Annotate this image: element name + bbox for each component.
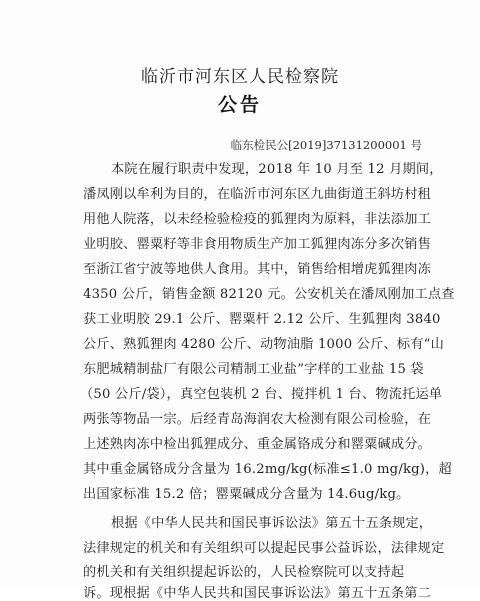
body-line: 4350 公斤，销售金额 82120 元。公安机关在潘凤刚加工点查: [83, 287, 455, 302]
body-line: 公斤、熟狐狸肉 4280 公斤、动物油脂 1000 公斤、标有“山: [83, 337, 444, 352]
document-number: 临东检民公[2019]37131200001 号: [230, 138, 422, 152]
body-line: 用他人院落，以未经检验检疫的狐狸肉为原料，非法添加工: [83, 212, 432, 227]
body-line: 诉。现根据《中华人民共和国民事诉讼法》第五十五条第二: [83, 586, 432, 601]
body-line: 上述熟肉冻中检出狐狸成分、重金属铬成分和罂粟碱成分。: [83, 437, 432, 452]
body-line: 的机关和有关组织提起诉讼的，人民检察院可以支持起: [83, 565, 405, 580]
body-line: 东肥城精制盐厂有限公司精制工业盐”字样的工业盐 15 袋: [83, 362, 424, 377]
body-line: 出国家标准 15.2 倍；罂粟碱成分含量为 14.6ug/kg。: [83, 487, 410, 502]
body-line: 本院在履行职责中发现，2018 年 10 月至 12 月期间，: [111, 162, 443, 177]
body-line: 潘凤刚以牟利为目的，在临沂市河东区九曲街道王斜坊村租: [83, 187, 432, 202]
notice-title: 公告: [217, 94, 262, 116]
body-line: （50 公斤/袋），真空包装机 2 台、搅拌机 1 台、物流托运单: [80, 387, 443, 402]
body-line: 根据《中华人民共和国民事诉讼法》第五十五条规定，: [111, 516, 433, 531]
body-line: 法律规定的机关和有关组织可以提起民事公益诉讼，法律规定: [83, 541, 445, 556]
organization-heading: 临沂市河东区人民检察院: [141, 67, 339, 87]
body-line: 业明胶、罂粟籽等非食用物质生产加工狐狸肉冻分多次销售: [83, 237, 432, 252]
body-line: 其中重金属铬成分含量为 16.2mg/kg(标准≤1.0 mg/kg)，超: [83, 462, 452, 477]
body-line: 获工业明胶 29.1 公斤、罂粟杆 2.12 公斤、生狐狸肉 3840: [83, 312, 441, 327]
body-line: 至浙江省宁波等地供人食用。其中，销售给相增虎狐狸肉冻: [83, 262, 432, 277]
body-line: 两张等物品一宗。后经青岛海润农大检测有限公司检验，在: [83, 412, 432, 427]
